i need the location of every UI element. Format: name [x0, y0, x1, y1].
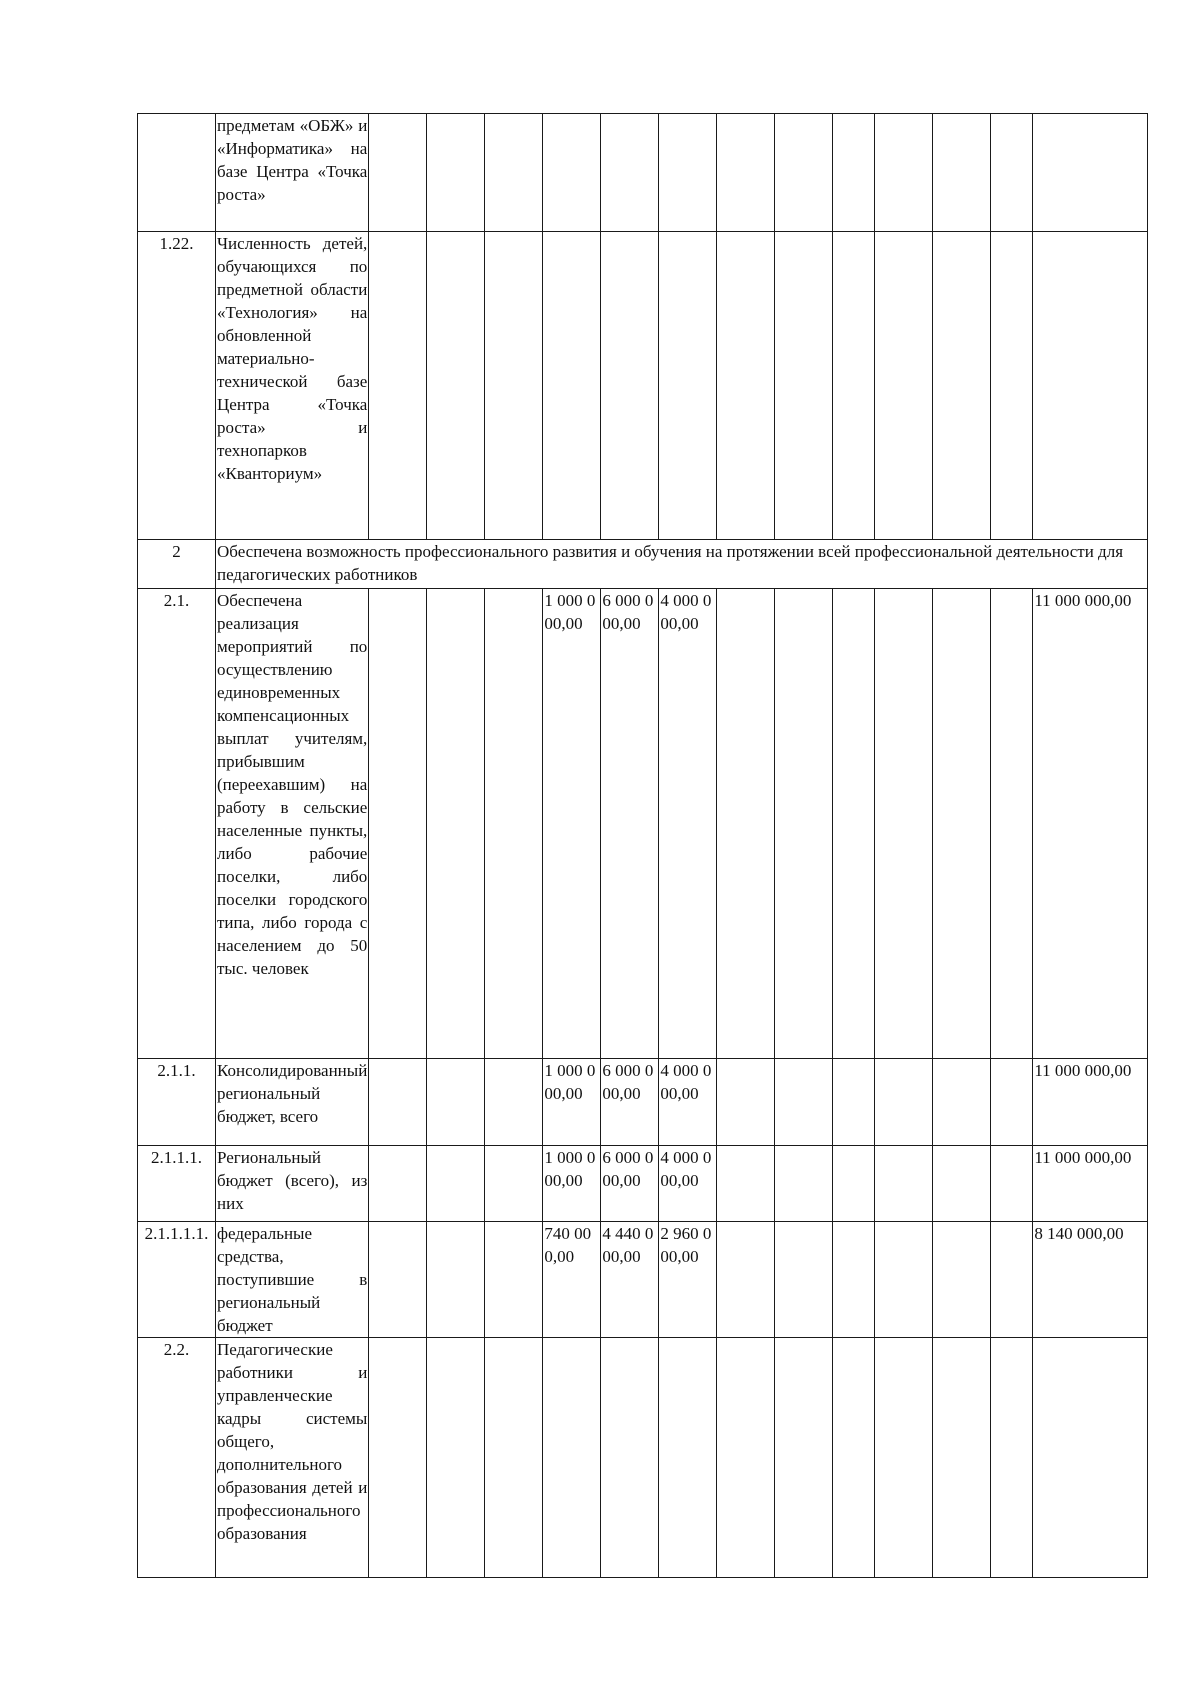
value-cell: [933, 114, 991, 232]
row-number: 2: [138, 540, 216, 589]
value-cell: [543, 114, 601, 232]
table-row: [138, 540, 1148, 589]
value-cell: [775, 589, 833, 1059]
value-cell: [427, 1338, 485, 1578]
value-cell: [775, 1146, 833, 1222]
value-cell: [485, 114, 543, 232]
value-cell: [833, 1222, 875, 1338]
value-cell: [659, 114, 717, 232]
value-cell: 6 000 000,00: [601, 589, 659, 1059]
value-cell: [833, 1338, 875, 1578]
value-cell: [543, 1338, 601, 1578]
total-cell: 11 000 000,00: [1033, 1146, 1148, 1222]
value-cell: [369, 1059, 427, 1146]
value-cell: [775, 114, 833, 232]
value-cell: 2 960 000,00: [659, 1222, 717, 1338]
value-cell: [427, 1059, 485, 1146]
row-number: 2.2.: [138, 1338, 216, 1578]
total-cell: [1033, 1338, 1148, 1578]
table-row: [138, 1222, 1148, 1338]
value-cell: [601, 232, 659, 540]
budget-table-page: [137, 113, 1148, 1578]
value-cell: [875, 1146, 933, 1222]
row-number: 2.1.1.1.1.: [138, 1222, 216, 1338]
value-cell: 4 440 000,00: [601, 1222, 659, 1338]
value-cell: 6 000 000,00: [601, 1146, 659, 1222]
table-row: [138, 589, 1148, 1059]
row-name: Численность детей, обучающихся по предметной области «Технология» на обновленной материально-технической базе Центра «Точка роста» и технопарков «Кванториум»: [216, 232, 369, 540]
value-cell: [717, 1338, 775, 1578]
value-cell: [991, 114, 1033, 232]
value-cell: [933, 232, 991, 540]
value-cell: 6 000 000,00: [601, 1059, 659, 1146]
row-number: 2.1.1.: [138, 1059, 216, 1146]
value-cell: [933, 589, 991, 1059]
value-cell: [369, 1222, 427, 1338]
value-cell: [485, 232, 543, 540]
value-cell: [991, 232, 1033, 540]
row-name: Педагогические работники и управленческие кадры системы общего, дополнительного образования детей и профессионального образования: [216, 1338, 369, 1578]
value-cell: [991, 1222, 1033, 1338]
value-cell: [875, 232, 933, 540]
value-cell: [717, 1146, 775, 1222]
value-cell: [485, 1146, 543, 1222]
budget-table: [137, 113, 1148, 1578]
total-cell: [1033, 114, 1148, 232]
value-cell: [991, 1146, 1033, 1222]
total-cell: [1033, 232, 1148, 540]
total-cell: 8 140 000,00: [1033, 1222, 1148, 1338]
value-cell: [875, 1338, 933, 1578]
value-cell: [833, 1059, 875, 1146]
row-number: 2.1.: [138, 589, 216, 1059]
value-cell: [369, 589, 427, 1059]
value-cell: [717, 1059, 775, 1146]
table-row: [138, 1146, 1148, 1222]
value-cell: [875, 589, 933, 1059]
value-cell: [933, 1338, 991, 1578]
value-cell: 1 000 000,00: [543, 1059, 601, 1146]
value-cell: [601, 114, 659, 232]
value-cell: [775, 1222, 833, 1338]
table-row: [138, 1338, 1148, 1578]
section-heading: Обеспечена возможность профессионального развития и обучения на протяжении всей профессиональной деятельности для педагогических работников: [216, 540, 1148, 589]
table-row: [138, 114, 1148, 232]
value-cell: [717, 232, 775, 540]
value-cell: 4 000 000,00: [659, 1146, 717, 1222]
value-cell: [875, 1222, 933, 1338]
value-cell: [833, 589, 875, 1059]
value-cell: [369, 232, 427, 540]
value-cell: [991, 1059, 1033, 1146]
value-cell: [601, 1338, 659, 1578]
value-cell: [543, 232, 601, 540]
value-cell: [485, 1338, 543, 1578]
row-number: [138, 114, 216, 232]
value-cell: [933, 1059, 991, 1146]
table-row: [138, 1059, 1148, 1146]
value-cell: 4 000 000,00: [659, 1059, 717, 1146]
value-cell: [833, 232, 875, 540]
value-cell: [775, 232, 833, 540]
value-cell: [427, 114, 485, 232]
total-cell: 11 000 000,00: [1033, 589, 1148, 1059]
value-cell: [775, 1338, 833, 1578]
value-cell: 4 000 000,00: [659, 589, 717, 1059]
value-cell: [485, 1222, 543, 1338]
value-cell: [717, 114, 775, 232]
value-cell: [775, 1059, 833, 1146]
row-name: федеральные средства, поступившие в региональный бюджет: [216, 1222, 369, 1338]
value-cell: [369, 114, 427, 232]
row-name: предметам «ОБЖ» и «Информатика» на базе Центра «Точка роста»: [216, 114, 369, 232]
value-cell: [485, 589, 543, 1059]
value-cell: [427, 1222, 485, 1338]
value-cell: [427, 232, 485, 540]
value-cell: [875, 1059, 933, 1146]
value-cell: [875, 114, 933, 232]
value-cell: [485, 1059, 543, 1146]
total-cell: 11 000 000,00: [1033, 1059, 1148, 1146]
value-cell: [659, 232, 717, 540]
value-cell: [991, 589, 1033, 1059]
value-cell: 1 000 000,00: [543, 589, 601, 1059]
row-name: Обеспечена реализация мероприятий по осуществлению единовременных компенсационных выплат учителям, прибывшим (переехавшим) на работу в сельские населенные пункты, либо рабочие поселки, либо поселки городского типа, либо города с населением до 50 тыс. человек: [216, 589, 369, 1059]
value-cell: [991, 1338, 1033, 1578]
value-cell: [717, 589, 775, 1059]
value-cell: 740 000,00: [543, 1222, 601, 1338]
value-cell: [933, 1146, 991, 1222]
value-cell: 1 000 000,00: [543, 1146, 601, 1222]
value-cell: [427, 589, 485, 1059]
value-cell: [833, 114, 875, 232]
value-cell: [427, 1146, 485, 1222]
row-number: 2.1.1.1.: [138, 1146, 216, 1222]
row-name: Консолидированный региональный бюджет, всего: [216, 1059, 369, 1146]
value-cell: [659, 1338, 717, 1578]
value-cell: [717, 1222, 775, 1338]
value-cell: [369, 1338, 427, 1578]
table-row: [138, 232, 1148, 540]
value-cell: [369, 1146, 427, 1222]
value-cell: [933, 1222, 991, 1338]
row-number: 1.22.: [138, 232, 216, 540]
row-name: Региональный бюджет (всего), из них: [216, 1146, 369, 1222]
value-cell: [833, 1146, 875, 1222]
